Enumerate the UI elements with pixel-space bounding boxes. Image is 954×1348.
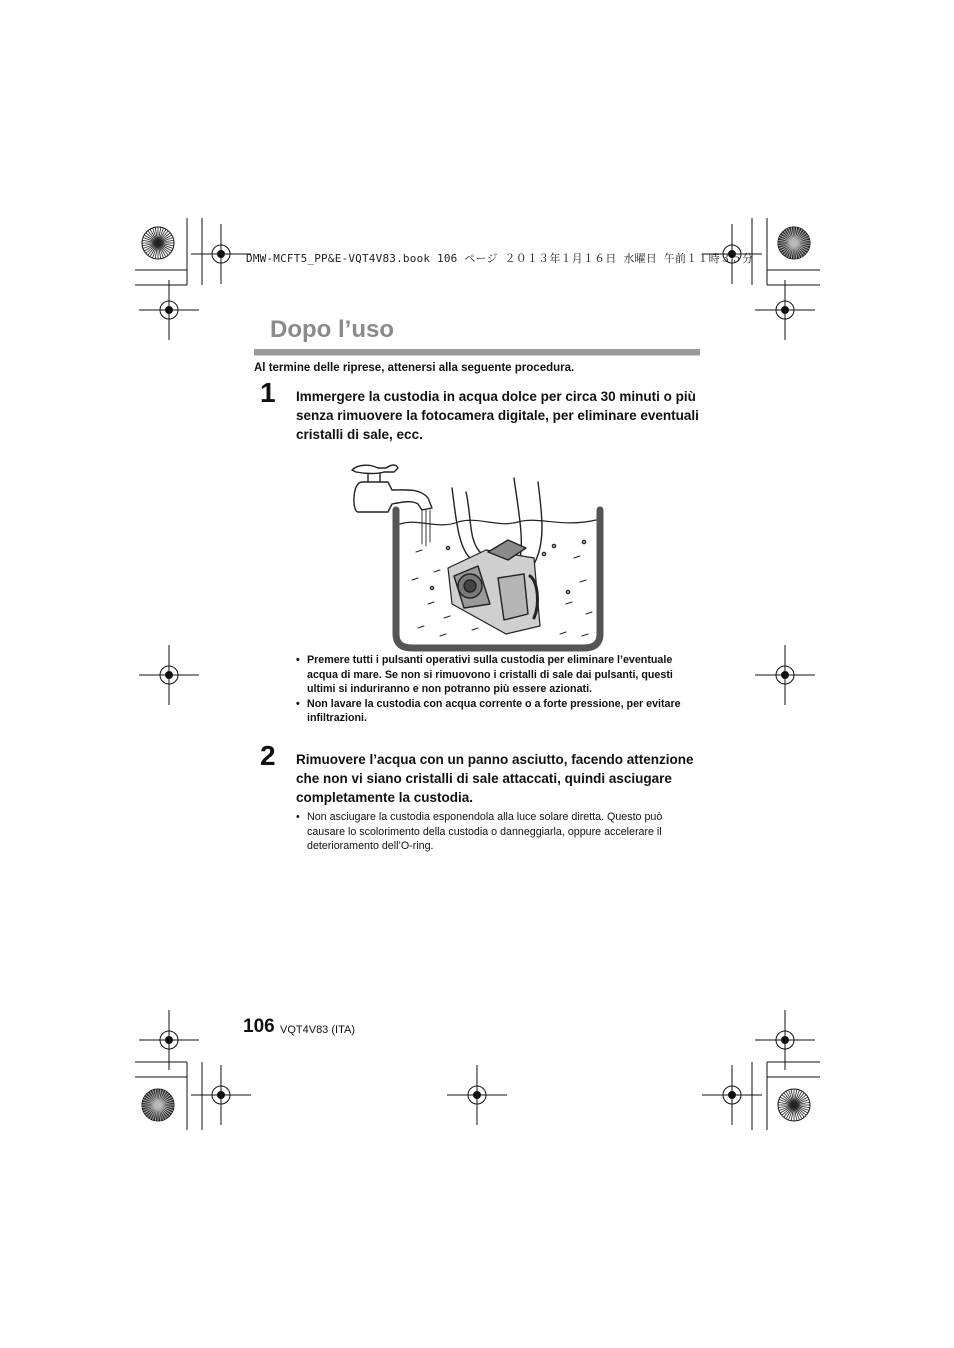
list-item: • Non lavare la custodia con acqua corrente o a forte pressione, per evitare infiltrazioni.	[296, 697, 681, 725]
title-rule-shadow	[254, 355, 700, 356]
list-item: • Premere tutti i pulsanti operativi sulla custodia per eliminare l’eventuale acqua di mare. Se non si rimuovono i cristalli di sale dai pulsanti, questi ultimi si induriranno e non potranno più essere azionati.	[296, 654, 673, 696]
registration-crosshair-icon	[755, 280, 815, 340]
list-item: • Non asciugare la custodia esponendola alla luce solare diretta. Questo può causare lo scolorimento della custodia o danneggiarla, oppure accelerare il deterioramento dell’O-ring.	[296, 811, 663, 853]
step-1-number: 1	[260, 377, 276, 408]
starburst-target-icon	[142, 1089, 174, 1121]
starburst-target-icon	[778, 1089, 810, 1121]
registration-crosshair-icon	[191, 1065, 251, 1125]
step-2-number: 2	[260, 740, 276, 771]
file-header-line: DMW-MCFT5_PP&E-VQT4V83.book 106 ページ ２０１３年１月１６日 水曜日 午前１１時３５分	[246, 252, 754, 265]
registration-crosshair-icon	[139, 280, 199, 340]
step-2-text: Rimuovere l’acqua con un panno asciutto, facendo attenzione che non vi siano cristalli di sale attaccati, quindi asciugare completamente la custodia.	[296, 752, 694, 805]
registration-crosshair-icon	[139, 1010, 199, 1070]
registration-crosshair-icon	[755, 645, 815, 705]
intro-text: Al termine delle riprese, attenersi alla seguente procedura.	[254, 362, 575, 374]
camera-housing-soaking-icon	[348, 458, 606, 652]
step-2-bullets	[296, 810, 696, 854]
registration-crosshair-icon	[447, 1065, 507, 1125]
starburst-target-icon	[778, 227, 810, 259]
step-1-bullets	[296, 653, 696, 726]
registration-crosshair-icon	[755, 1010, 815, 1070]
registration-crosshair-icon	[139, 645, 199, 705]
starburst-target-icon	[142, 227, 174, 259]
page-number: 106	[243, 1016, 275, 1037]
registration-crosshair-icon	[702, 1065, 762, 1125]
registration-crosshair-icon	[191, 224, 251, 284]
page-code: VQT4V83 (ITA)	[280, 1024, 355, 1036]
step-1-text: Immergere la custodia in acqua dolce per circa 30 minuti o più senza rimuovere la fotocamera digitale, per eliminare eventuali cristalli di sale, ecc.	[296, 389, 699, 442]
page-title: Dopo l’uso	[270, 316, 394, 343]
